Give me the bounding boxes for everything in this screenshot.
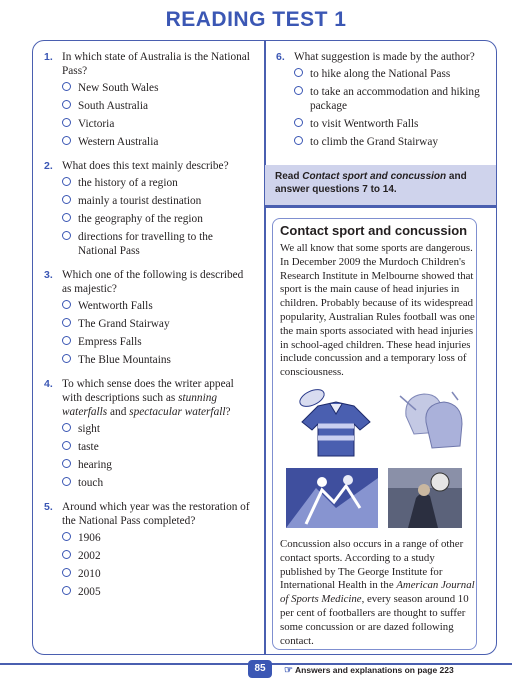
option-label: to hike along the National Pass	[310, 68, 451, 80]
football-jersey-illustration	[296, 386, 378, 458]
question-2	[44, 159, 254, 258]
option[interactable]	[62, 422, 254, 436]
option[interactable]	[62, 458, 254, 472]
option[interactable]	[62, 476, 254, 490]
option[interactable]	[294, 135, 484, 149]
pointing-hand-icon: ☞	[284, 665, 293, 676]
option[interactable]	[62, 81, 254, 95]
option[interactable]	[62, 585, 254, 599]
reading-instruction	[265, 165, 496, 205]
option-label: taste	[78, 441, 99, 453]
option-label: Victoria	[78, 118, 115, 130]
option-label: to climb the Grand Stairway	[310, 136, 439, 148]
article-paragraph-1: We all know that some sports are dangerous. In December 2009 the Murdoch Children's Research Institute in Melbourne showed that sport is the main cause of head injuries in children. Probably because of its widespread popularity, Australian Rules football was one the main sports associated with head injuries in school-aged children. These head injuries include concussion and a temporary loss of consciousness.	[280, 242, 475, 379]
question-text: What does this text mainly describe?	[62, 160, 229, 172]
question-text-part: ?	[225, 406, 231, 418]
radio-button[interactable]	[62, 586, 71, 595]
question-text: In which state of Australia is the National Pass?	[62, 51, 250, 77]
question-4	[44, 377, 254, 490]
instruction-underline	[265, 205, 496, 208]
option[interactable]	[62, 135, 254, 149]
question-5	[44, 500, 254, 599]
instruction-text: Read	[275, 171, 303, 182]
question-6	[276, 50, 484, 149]
option[interactable]	[294, 85, 484, 113]
option[interactable]	[294, 67, 484, 81]
question-text-part: and	[107, 406, 130, 418]
option-label: 2002	[78, 550, 101, 562]
option[interactable]	[62, 99, 254, 113]
radio-button[interactable]	[62, 336, 71, 345]
option-label: Empress Falls	[78, 336, 142, 348]
question-text-italic: stunning waterfalls	[62, 392, 218, 418]
option-label: 1906	[78, 532, 101, 544]
option-label: the history of a region	[78, 177, 178, 189]
question-text	[62, 377, 254, 419]
instruction-text: and answer questions 7 to 14.	[275, 171, 467, 195]
boxing-gloves-illustration	[396, 386, 472, 458]
option-label: New South Wales	[78, 82, 159, 94]
option-label: The Blue Mountains	[78, 354, 171, 366]
left-column	[44, 50, 254, 609]
journal-title: American Journal of Sports Medicine	[280, 579, 475, 606]
radio-button[interactable]	[62, 231, 71, 240]
instruction-title: Contact sport and concussion	[302, 171, 447, 182]
option-label: 2005	[78, 586, 101, 598]
question-text-part: To which sense does the writer appeal with descriptions such as	[62, 378, 234, 404]
question-number: 4.	[44, 378, 53, 390]
page-title: READING TEST 1	[165, 8, 347, 31]
option[interactable]	[62, 549, 254, 563]
radio-button[interactable]	[62, 100, 71, 109]
radio-button[interactable]	[62, 82, 71, 91]
soccer-header-photo	[388, 468, 462, 528]
radio-button[interactable]	[62, 136, 71, 145]
column-divider	[264, 40, 266, 655]
question-text-italic: spectacular waterfall	[129, 406, 226, 418]
article-paragraph-2	[280, 538, 475, 648]
article-title: Contact sport and concussion	[280, 223, 468, 238]
option[interactable]	[62, 353, 254, 367]
option-label: sight	[78, 423, 100, 435]
option[interactable]	[62, 176, 254, 190]
answers-reference: Answers and explanations on page 223	[295, 665, 454, 675]
option-label: the geography of the region	[78, 213, 203, 225]
paragraph-text: Concussion also occurs in a range of other contact sports. According to a study published by The George Institute for International Health in the	[280, 538, 464, 592]
question-3	[44, 268, 254, 367]
option[interactable]	[62, 440, 254, 454]
radio-button[interactable]	[62, 318, 71, 327]
footer-reference	[284, 665, 454, 676]
paragraph-text: , every season around 10 per cent of footballers are thought to suffer some concussion or are dazed following contact.	[280, 593, 469, 647]
question-1	[44, 50, 254, 149]
option-label: South Australia	[78, 100, 148, 112]
option[interactable]	[62, 212, 254, 226]
page-number: 85	[248, 660, 272, 678]
radio-button[interactable]	[62, 441, 71, 450]
question-number: 1.	[44, 51, 53, 63]
option-label: mainly a tourist destination	[78, 195, 202, 207]
option-label: Western Australia	[78, 136, 159, 148]
right-column	[276, 50, 484, 159]
radio-button[interactable]	[294, 118, 303, 127]
footballers-contest-illustration	[286, 468, 378, 528]
option[interactable]	[62, 317, 254, 331]
radio-button[interactable]	[62, 118, 71, 127]
option-label: to take an accommodation and hiking package	[310, 86, 480, 112]
option[interactable]	[62, 335, 254, 349]
radio-button[interactable]	[294, 86, 303, 95]
radio-button[interactable]	[62, 550, 71, 559]
radio-button[interactable]	[62, 459, 71, 468]
option-label: touch	[78, 477, 104, 489]
question-text: Which one of the following is described as majestic?	[62, 269, 244, 295]
radio-button[interactable]	[62, 300, 71, 309]
option-label: The Grand Stairway	[78, 318, 170, 330]
radio-button[interactable]	[294, 136, 303, 145]
radio-button[interactable]	[62, 177, 71, 186]
question-number: 6.	[276, 51, 285, 63]
radio-button[interactable]	[62, 532, 71, 541]
question-number: 5.	[44, 501, 53, 513]
radio-button[interactable]	[294, 68, 303, 77]
option-label: hearing	[78, 459, 112, 471]
option[interactable]	[62, 567, 254, 581]
option-label: to visit Wentworth Falls	[310, 118, 419, 130]
radio-button[interactable]	[62, 477, 71, 486]
question-text: What suggestion is made by the author?	[294, 51, 475, 63]
radio-button[interactable]	[62, 568, 71, 577]
option[interactable]	[62, 194, 254, 208]
radio-button[interactable]	[62, 195, 71, 204]
option[interactable]	[62, 230, 254, 258]
option[interactable]	[62, 299, 254, 313]
option-label: directions for travelling to the National Pass	[78, 231, 213, 257]
question-number: 3.	[44, 269, 53, 281]
option[interactable]	[62, 531, 254, 545]
question-text: Around which year was the restoration of the National Pass completed?	[62, 501, 250, 527]
option[interactable]	[62, 117, 254, 131]
option-label: Wentworth Falls	[78, 300, 153, 312]
radio-button[interactable]	[62, 354, 71, 363]
option[interactable]	[294, 117, 484, 131]
question-number: 2.	[44, 160, 53, 172]
radio-button[interactable]	[62, 213, 71, 222]
radio-button[interactable]	[62, 423, 71, 432]
option-label: 2010	[78, 568, 101, 580]
